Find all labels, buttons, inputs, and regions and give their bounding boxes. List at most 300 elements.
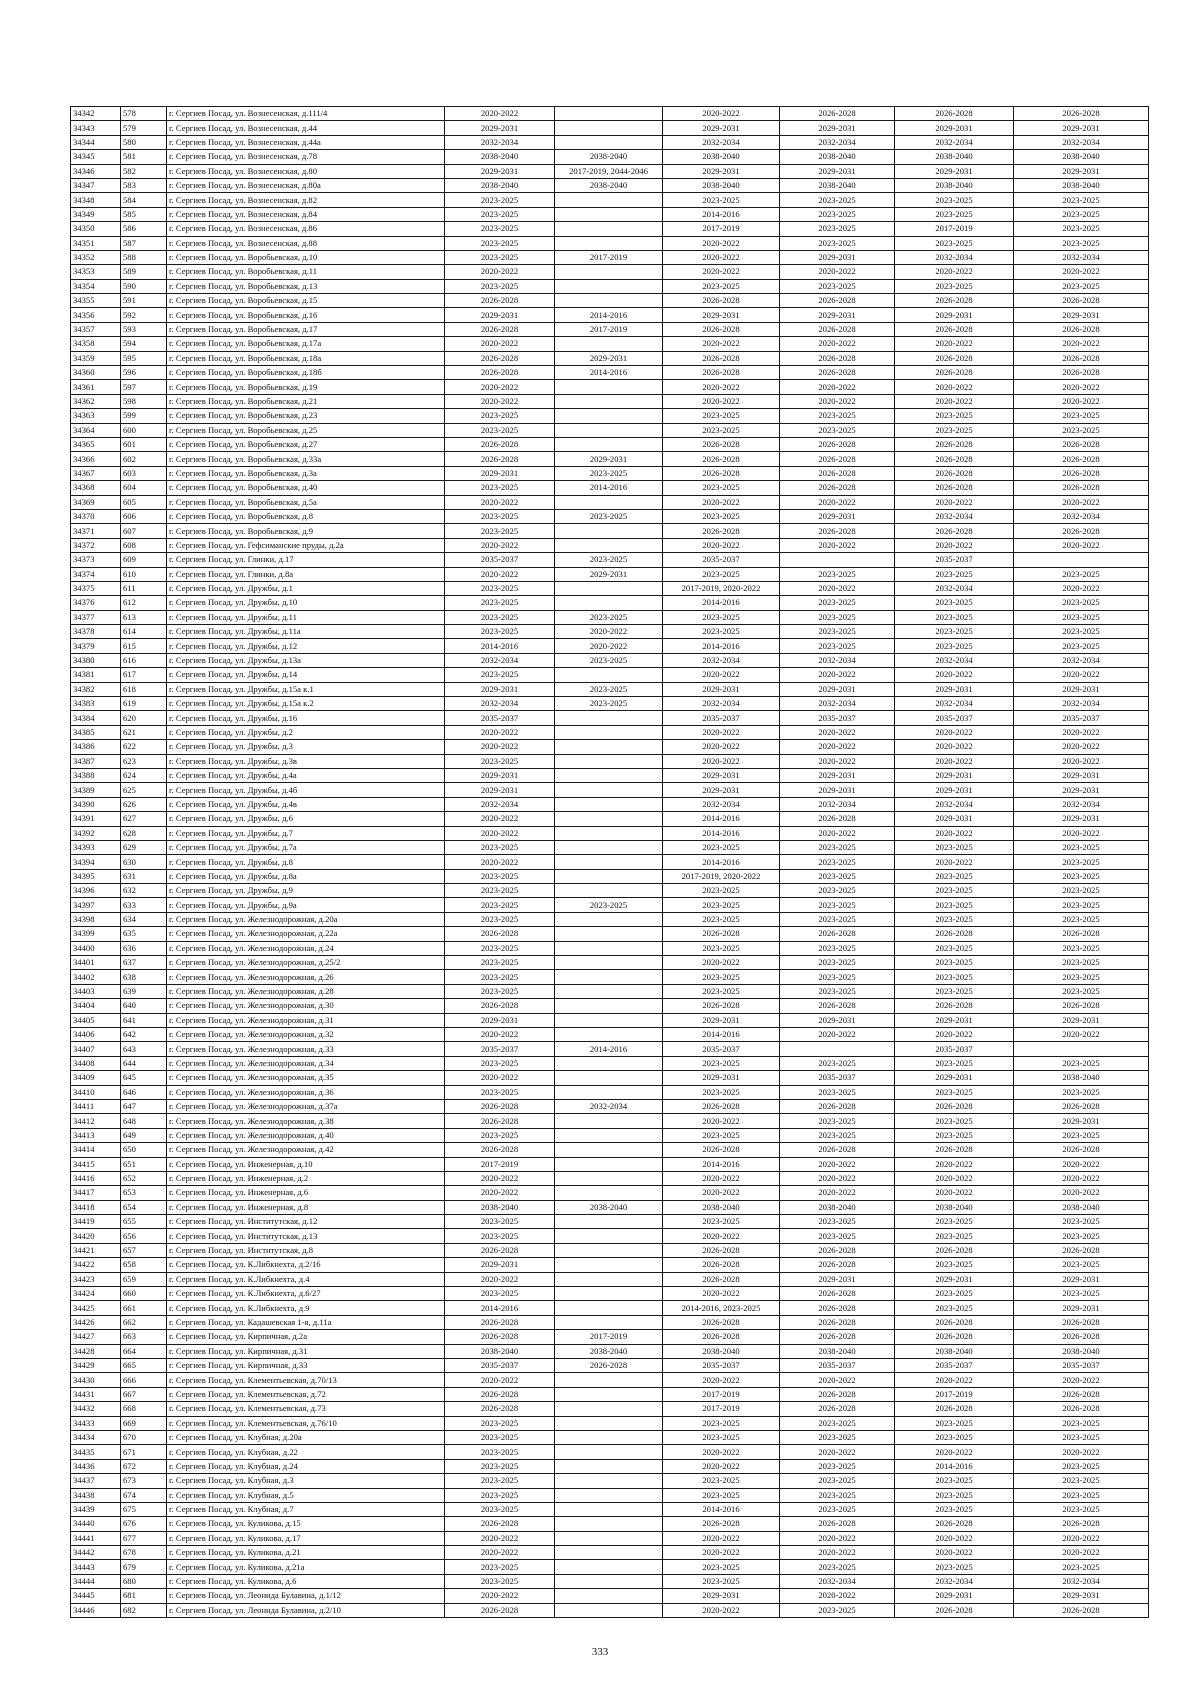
cell-address: г. Сергиев Посад, ул. Железнодорожная, д.42	[167, 1143, 445, 1157]
cell-period-2	[555, 1445, 663, 1459]
table-row	[71, 236, 1149, 250]
cell-address: г. Сергиев Посад, ул. Железнодорожная, д.37а	[167, 1099, 445, 1113]
cell-period-1: 2023-2025	[445, 668, 555, 682]
cell-period-4: 2020-2022	[780, 581, 895, 595]
cell-period-1: 2020-2022	[445, 265, 555, 279]
cell-address: г. Сергиев Посад, ул. Дружбы, д.8а	[167, 869, 445, 883]
cell-period-1: 2023-2025	[445, 509, 555, 523]
cell-item-number: 600	[121, 423, 167, 437]
cell-period-6: 2023-2025	[1014, 1488, 1149, 1502]
cell-item-number: 678	[121, 1546, 167, 1560]
cell-period-3: 2014-2016	[663, 639, 780, 653]
cell-period-4: 2023-2025	[780, 912, 895, 926]
cell-period-2	[555, 1387, 663, 1401]
cell-period-2	[555, 193, 663, 207]
cell-item-number: 677	[121, 1531, 167, 1545]
cell-period-1: 2020-2022	[445, 107, 555, 121]
cell-period-5: 2023-2025	[895, 279, 1014, 293]
cell-period-3: 2014-2016	[663, 812, 780, 826]
cell-row-id: 34379	[71, 639, 121, 653]
cell-item-number: 631	[121, 869, 167, 883]
cell-period-6: 2026-2028	[1014, 481, 1149, 495]
cell-row-id: 34432	[71, 1402, 121, 1416]
cell-period-6: 2020-2022	[1014, 581, 1149, 595]
cell-period-3: 2023-2025	[663, 481, 780, 495]
cell-period-6	[1014, 553, 1149, 567]
table-row	[71, 279, 1149, 293]
cell-period-5: 2032-2034	[895, 250, 1014, 264]
cell-period-5: 2017-2019	[895, 1387, 1014, 1401]
cell-period-3: 2014-2016, 2023-2025	[663, 1301, 780, 1315]
cell-period-6: 2023-2025	[1014, 279, 1149, 293]
cell-row-id: 34400	[71, 941, 121, 955]
table-row	[71, 1358, 1149, 1372]
table-row	[71, 409, 1149, 423]
cell-period-5: 2029-2031	[895, 1272, 1014, 1286]
cell-period-4: 2023-2025	[780, 898, 895, 912]
cell-period-2	[555, 1488, 663, 1502]
cell-period-5: 2023-2025	[895, 1085, 1014, 1099]
cell-period-6: 2023-2025	[1014, 1430, 1149, 1444]
cell-period-5: 2026-2028	[895, 1243, 1014, 1257]
cell-period-4: 2026-2028	[780, 1143, 895, 1157]
table-row	[71, 1445, 1149, 1459]
cell-period-5: 2020-2022	[895, 495, 1014, 509]
cell-period-1: 2023-2025	[445, 941, 555, 955]
cell-period-5: 2023-2025	[895, 840, 1014, 854]
cell-period-1: 2023-2025	[445, 754, 555, 768]
cell-period-3: 2020-2022	[663, 1186, 780, 1200]
cell-address: г. Сергиев Посад, ул. Вознесенская, д.86	[167, 222, 445, 236]
cell-period-6: 2023-2025	[1014, 970, 1149, 984]
cell-period-5: 2035-2037	[895, 1042, 1014, 1056]
cell-period-4: 2020-2022	[780, 1373, 895, 1387]
table-row	[71, 984, 1149, 998]
cell-item-number: 629	[121, 840, 167, 854]
cell-period-4: 2020-2022	[780, 1546, 895, 1560]
cell-period-5: 2023-2025	[895, 1258, 1014, 1272]
cell-period-3: 2023-2025	[663, 1474, 780, 1488]
cell-period-6: 2020-2022	[1014, 265, 1149, 279]
cell-item-number: 639	[121, 984, 167, 998]
cell-period-5: 2023-2025	[895, 1229, 1014, 1243]
cell-period-6: 2023-2025	[1014, 1128, 1149, 1142]
cell-period-1: 2023-2025	[445, 1445, 555, 1459]
cell-period-2	[555, 538, 663, 552]
table-row	[71, 308, 1149, 322]
cell-item-number: 608	[121, 538, 167, 552]
cell-period-1: 2023-2025	[445, 207, 555, 221]
cell-period-1: 2026-2028	[445, 1402, 555, 1416]
cell-item-number: 623	[121, 754, 167, 768]
cell-period-2	[555, 1272, 663, 1286]
table-row	[71, 150, 1149, 164]
cell-period-4: 2023-2025	[780, 193, 895, 207]
cell-period-5: 2035-2037	[895, 1358, 1014, 1372]
cell-period-2	[555, 581, 663, 595]
table-row	[71, 553, 1149, 567]
cell-period-2	[555, 956, 663, 970]
cell-period-6: 2029-2031	[1014, 1589, 1149, 1603]
cell-item-number: 605	[121, 495, 167, 509]
cell-period-6: 2023-2025	[1014, 869, 1149, 883]
cell-row-id: 34409	[71, 1071, 121, 1085]
cell-period-3: 2026-2028	[663, 524, 780, 538]
cell-period-3: 2029-2031	[663, 1013, 780, 1027]
cell-period-1: 2023-2025	[445, 1430, 555, 1444]
cell-period-2	[555, 596, 663, 610]
cell-period-3: 2023-2025	[663, 884, 780, 898]
table-row	[71, 1589, 1149, 1603]
cell-period-6: 2038-2040	[1014, 1200, 1149, 1214]
cell-period-5: 2026-2028	[895, 107, 1014, 121]
table-row	[71, 1272, 1149, 1286]
cell-period-2	[555, 1373, 663, 1387]
cell-period-3: 2017-2019	[663, 1402, 780, 1416]
cell-period-2: 2014-2016	[555, 481, 663, 495]
table-row	[71, 639, 1149, 653]
cell-row-id: 34373	[71, 553, 121, 567]
cell-period-3: 2023-2025	[663, 898, 780, 912]
cell-period-3: 2026-2028	[663, 452, 780, 466]
cell-row-id: 34415	[71, 1157, 121, 1171]
cell-period-6: 2026-2028	[1014, 452, 1149, 466]
cell-period-4: 2023-2025	[780, 1430, 895, 1444]
cell-item-number: 656	[121, 1229, 167, 1243]
cell-period-1: 2020-2022	[445, 1546, 555, 1560]
cell-item-number: 635	[121, 927, 167, 941]
cell-period-3: 2032-2034	[663, 135, 780, 149]
cell-period-1: 2023-2025	[445, 912, 555, 926]
cell-period-3: 2026-2028	[663, 927, 780, 941]
cell-period-4: 2020-2022	[780, 725, 895, 739]
cell-row-id: 34423	[71, 1272, 121, 1286]
cell-period-2	[555, 1402, 663, 1416]
cell-period-1: 2023-2025	[445, 1488, 555, 1502]
cell-row-id: 34390	[71, 797, 121, 811]
table-row	[71, 466, 1149, 480]
table-row	[71, 567, 1149, 581]
cell-period-4: 2029-2031	[780, 682, 895, 696]
cell-period-2	[555, 524, 663, 538]
table-row	[71, 711, 1149, 725]
cell-row-id: 34363	[71, 409, 121, 423]
cell-item-number: 611	[121, 581, 167, 595]
cell-period-3: 2038-2040	[663, 150, 780, 164]
cell-item-number: 632	[121, 884, 167, 898]
cell-address: г. Сергиев Посад, ул. Глинки, д.8а	[167, 567, 445, 581]
cell-item-number: 646	[121, 1085, 167, 1099]
table-row	[71, 1531, 1149, 1545]
cell-row-id: 34375	[71, 581, 121, 595]
cell-period-4: 2023-2025	[780, 855, 895, 869]
cell-period-2: 2017-2019	[555, 1330, 663, 1344]
cell-period-5: 2026-2028	[895, 1402, 1014, 1416]
cell-row-id: 34369	[71, 495, 121, 509]
cell-period-6: 2032-2034	[1014, 1574, 1149, 1588]
cell-address: г. Сергиев Посад, ул. Железнодорожная, д.32	[167, 1028, 445, 1042]
cell-period-2	[555, 409, 663, 423]
cell-item-number: 586	[121, 222, 167, 236]
cell-period-6: 2020-2022	[1014, 337, 1149, 351]
cell-address: г. Сергиев Посад, ул. Воробьевская, д.11	[167, 265, 445, 279]
cell-address: г. Сергиев Посад, ул. Железнодорожная, д.24	[167, 941, 445, 955]
cell-period-5: 2038-2040	[895, 1344, 1014, 1358]
cell-period-2	[555, 1143, 663, 1157]
cell-period-3: 2023-2025	[663, 1085, 780, 1099]
cell-item-number: 627	[121, 812, 167, 826]
cell-period-6: 2026-2028	[1014, 999, 1149, 1013]
table-row	[71, 294, 1149, 308]
cell-address: г. Сергиев Посад, ул. Железнодорожная, д.40	[167, 1128, 445, 1142]
cell-period-6: 2023-2025	[1014, 984, 1149, 998]
cell-address: г. Сергиев Посад, ул. Вознесенская, д.82	[167, 193, 445, 207]
cell-address: г. Сергиев Посад, ул. Вознесенская, д.88	[167, 236, 445, 250]
cell-period-6: 2032-2034	[1014, 135, 1149, 149]
table-row	[71, 1330, 1149, 1344]
cell-period-3: 2029-2031	[663, 768, 780, 782]
cell-period-2	[555, 1186, 663, 1200]
cell-row-id: 34420	[71, 1229, 121, 1243]
cell-row-id: 34431	[71, 1387, 121, 1401]
cell-period-5: 2023-2025	[895, 1114, 1014, 1128]
cell-address: г. Сергиев Посад, ул. Железнодорожная, д.22а	[167, 927, 445, 941]
cell-address: г. Сергиев Посад, ул. Инженерная, д.6	[167, 1186, 445, 1200]
cell-period-6: 2026-2028	[1014, 322, 1149, 336]
cell-period-5: 2023-2025	[895, 1502, 1014, 1516]
cell-row-id: 34405	[71, 1013, 121, 1027]
cell-period-4: 2032-2034	[780, 1574, 895, 1588]
cell-period-6: 2020-2022	[1014, 1157, 1149, 1171]
cell-item-number: 649	[121, 1128, 167, 1142]
cell-item-number: 643	[121, 1042, 167, 1056]
cell-period-6: 2026-2028	[1014, 1387, 1149, 1401]
cell-period-2	[555, 1028, 663, 1042]
cell-address: г. Сергиев Посад, ул. К.Либкнехта, д.6/27	[167, 1287, 445, 1301]
cell-row-id: 34358	[71, 337, 121, 351]
cell-address: г. Сергиев Посад, ул. Дружбы, д.9	[167, 884, 445, 898]
cell-row-id: 34362	[71, 394, 121, 408]
cell-period-4: 2026-2028	[780, 999, 895, 1013]
cell-period-2: 2023-2025	[555, 898, 663, 912]
cell-row-id: 34370	[71, 509, 121, 523]
cell-period-6: 2026-2028	[1014, 1517, 1149, 1531]
cell-row-id: 34388	[71, 768, 121, 782]
cell-period-5: 2023-2025	[895, 941, 1014, 955]
cell-period-1: 2020-2022	[445, 394, 555, 408]
cell-period-6: 2023-2025	[1014, 567, 1149, 581]
cell-item-number: 616	[121, 653, 167, 667]
cell-period-3: 2023-2025	[663, 509, 780, 523]
table-row	[71, 855, 1149, 869]
cell-period-2	[555, 1603, 663, 1617]
cell-row-id: 34438	[71, 1488, 121, 1502]
cell-address: г. Сергиев Посад, ул. Воробьевская, д.10	[167, 250, 445, 264]
cell-period-2	[555, 1301, 663, 1315]
cell-period-3: 2023-2025	[663, 1128, 780, 1142]
cell-period-5: 2023-2025	[895, 970, 1014, 984]
cell-period-4: 2020-2022	[780, 668, 895, 682]
cell-period-2	[555, 1085, 663, 1099]
cell-item-number: 602	[121, 452, 167, 466]
table-row	[71, 653, 1149, 667]
cell-period-3: 2026-2028	[663, 1315, 780, 1329]
cell-period-2	[555, 1157, 663, 1171]
cell-row-id: 34436	[71, 1459, 121, 1473]
cell-period-6: 2026-2028	[1014, 366, 1149, 380]
table-row	[71, 107, 1149, 121]
cell-period-2: 2026-2028	[555, 1358, 663, 1372]
cell-period-6: 2032-2034	[1014, 250, 1149, 264]
cell-item-number: 672	[121, 1459, 167, 1473]
cell-period-2	[555, 265, 663, 279]
cell-address: г. Сергиев Посад, ул. Вознесенская, д.84	[167, 207, 445, 221]
cell-period-1: 2023-2025	[445, 1128, 555, 1142]
cell-period-2	[555, 797, 663, 811]
cell-period-4: 2020-2022	[780, 1589, 895, 1603]
cell-period-1: 2026-2028	[445, 1114, 555, 1128]
cell-period-1: 2023-2025	[445, 581, 555, 595]
cell-period-2	[555, 394, 663, 408]
cell-period-3: 2023-2025	[663, 1056, 780, 1070]
cell-period-5: 2038-2040	[895, 1200, 1014, 1214]
cell-period-5: 2023-2025	[895, 1056, 1014, 1070]
cell-period-4: 2020-2022	[780, 265, 895, 279]
cell-period-4: 2026-2028	[780, 1315, 895, 1329]
cell-period-3: 2023-2025	[663, 567, 780, 581]
cell-row-id: 34348	[71, 193, 121, 207]
cell-row-id: 34427	[71, 1330, 121, 1344]
cell-period-5: 2023-2025	[895, 625, 1014, 639]
table-row	[71, 941, 1149, 955]
cell-period-3: 2020-2022	[663, 1603, 780, 1617]
cell-period-3: 2026-2028	[663, 366, 780, 380]
cell-address: г. Сергиев Посад, ул. Железнодорожная, д.38	[167, 1114, 445, 1128]
cell-period-1: 2026-2028	[445, 1315, 555, 1329]
cell-period-2	[555, 222, 663, 236]
cell-item-number: 634	[121, 912, 167, 926]
cell-item-number: 679	[121, 1560, 167, 1574]
cell-row-id: 34398	[71, 912, 121, 926]
cell-period-6: 2026-2028	[1014, 1315, 1149, 1329]
cell-period-2	[555, 135, 663, 149]
cell-item-number: 661	[121, 1301, 167, 1315]
cell-period-3: 2038-2040	[663, 1344, 780, 1358]
cell-row-id: 34356	[71, 308, 121, 322]
cell-period-3: 2032-2034	[663, 653, 780, 667]
cell-period-1: 2032-2034	[445, 697, 555, 711]
cell-row-id: 34384	[71, 711, 121, 725]
cell-period-3: 2038-2040	[663, 178, 780, 192]
cell-period-1: 2023-2025	[445, 1215, 555, 1229]
cell-period-5: 2023-2025	[895, 1215, 1014, 1229]
cell-row-id: 34410	[71, 1085, 121, 1099]
cell-period-5: 2020-2022	[895, 725, 1014, 739]
cell-period-3: 2017-2019, 2020-2022	[663, 581, 780, 595]
cell-item-number: 595	[121, 351, 167, 365]
cell-period-2	[555, 1071, 663, 1085]
cell-row-id: 34406	[71, 1028, 121, 1042]
cell-item-number: 613	[121, 610, 167, 624]
cell-row-id: 34376	[71, 596, 121, 610]
cell-period-2	[555, 912, 663, 926]
cell-period-1: 2026-2028	[445, 1143, 555, 1157]
cell-address: г. Сергиев Посад, ул. Железнодорожная, д.35	[167, 1071, 445, 1085]
cell-period-4: 2023-2025	[780, 639, 895, 653]
cell-period-4: 2026-2028	[780, 1243, 895, 1257]
cell-period-2: 2023-2025	[555, 610, 663, 624]
cell-period-1: 2029-2031	[445, 466, 555, 480]
table-row	[71, 1056, 1149, 1070]
cell-period-6: 2038-2040	[1014, 178, 1149, 192]
cell-period-5: 2026-2028	[895, 1315, 1014, 1329]
cell-period-3: 2023-2025	[663, 1574, 780, 1588]
cell-period-3: 2020-2022	[663, 1546, 780, 1560]
table-row	[71, 912, 1149, 926]
table-row	[71, 1243, 1149, 1257]
cell-period-3: 2023-2025	[663, 1488, 780, 1502]
cell-period-4: 2023-2025	[780, 1560, 895, 1574]
cell-period-1: 2023-2025	[445, 984, 555, 998]
cell-period-3: 2026-2028	[663, 437, 780, 451]
cell-address: г. Сергиев Посад, ул. Воробьевская, д.5а	[167, 495, 445, 509]
table-row	[71, 1603, 1149, 1617]
cell-period-5: 2023-2025	[895, 984, 1014, 998]
cell-period-5: 2023-2025	[895, 610, 1014, 624]
cell-period-3: 2020-2022	[663, 380, 780, 394]
cell-period-2	[555, 294, 663, 308]
cell-period-1: 2038-2040	[445, 178, 555, 192]
cell-period-1: 2020-2022	[445, 567, 555, 581]
cell-period-5: 2026-2028	[895, 481, 1014, 495]
cell-row-id: 34397	[71, 898, 121, 912]
cell-period-2	[555, 1114, 663, 1128]
cell-period-5: 2023-2025	[895, 1560, 1014, 1574]
cell-period-2: 2032-2034	[555, 1099, 663, 1113]
cell-period-6: 2029-2031	[1014, 121, 1149, 135]
cell-row-id: 34350	[71, 222, 121, 236]
cell-period-1: 2020-2022	[445, 725, 555, 739]
cell-period-6: 2038-2040	[1014, 1344, 1149, 1358]
cell-address: г. Сергиев Посад, ул. Институтская, д.13	[167, 1229, 445, 1243]
cell-period-1: 2023-2025	[445, 1574, 555, 1588]
cell-period-2	[555, 423, 663, 437]
cell-period-1: 2026-2028	[445, 1099, 555, 1113]
cell-period-6: 2023-2025	[1014, 1459, 1149, 1473]
cell-period-1: 2023-2025	[445, 236, 555, 250]
cell-period-3: 2020-2022	[663, 495, 780, 509]
cell-period-6: 2029-2031	[1014, 308, 1149, 322]
cell-address: г. Сергиев Посад, ул. Железнодорожная, д.33	[167, 1042, 445, 1056]
table-row	[71, 1013, 1149, 1027]
cell-period-2	[555, 711, 663, 725]
cell-period-3: 2020-2022	[663, 1445, 780, 1459]
cell-period-4: 2020-2022	[780, 740, 895, 754]
cell-address: г. Сергиев Посад, ул. Воробьевская, д.25	[167, 423, 445, 437]
cell-row-id: 34374	[71, 567, 121, 581]
cell-period-2	[555, 1416, 663, 1430]
cell-period-5: 2020-2022	[895, 538, 1014, 552]
cell-row-id: 34354	[71, 279, 121, 293]
cell-row-id: 34359	[71, 351, 121, 365]
table-row	[71, 193, 1149, 207]
cell-item-number: 670	[121, 1430, 167, 1444]
cell-row-id: 34345	[71, 150, 121, 164]
cell-address: г. Сергиев Посад, ул. Дружбы, д.11	[167, 610, 445, 624]
cell-item-number: 658	[121, 1258, 167, 1272]
cell-period-1: 2023-2025	[445, 596, 555, 610]
cell-period-5: 2029-2031	[895, 1589, 1014, 1603]
